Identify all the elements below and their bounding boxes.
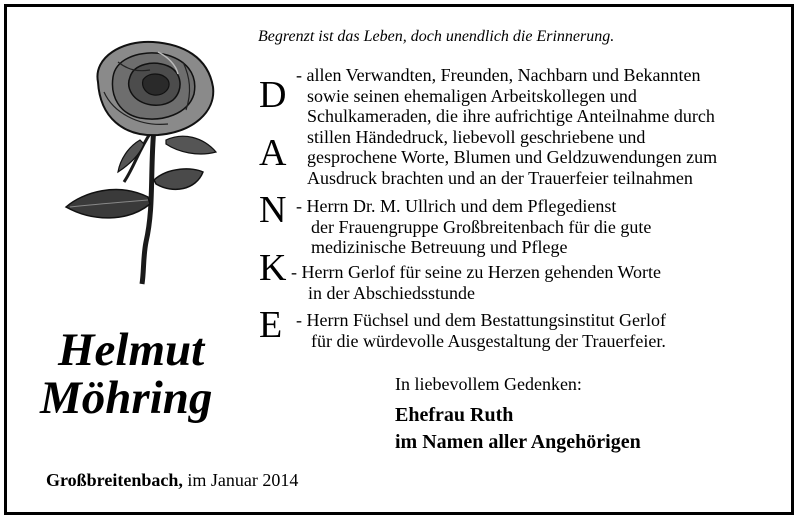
danke-letter-d: D bbox=[259, 74, 287, 116]
motto: Begrenzt ist das Leben, doch unendlich die Erinnerung. bbox=[258, 28, 615, 45]
thanks-paragraph-speech bbox=[291, 262, 661, 303]
deceased-first-name: Helmut bbox=[58, 324, 205, 376]
thanks-paragraph-funeral bbox=[296, 310, 666, 351]
thanks-paragraph-relatives bbox=[296, 65, 717, 188]
rose-icon bbox=[58, 32, 233, 287]
text-line: - allen Verwandten, Freunden, Nachbarn und Bekannten bbox=[296, 65, 701, 85]
text-line: der Frauengruppe Großbreitenbach für die gute bbox=[311, 216, 652, 237]
text-line: in der Abschiedsstunde bbox=[308, 282, 475, 303]
signature-line-1: Ehefrau Ruth bbox=[395, 404, 514, 426]
thanks-paragraph-care bbox=[296, 196, 651, 258]
place-town: Großbreitenbach, bbox=[46, 470, 183, 490]
signature-line-2: im Namen aller Angehörigen bbox=[395, 431, 641, 453]
text-line: gesprochene Worte, Blumen und Geldzuwendungen zum bbox=[307, 147, 718, 167]
place-date-text: im Januar 2014 bbox=[187, 470, 299, 490]
place-date bbox=[46, 470, 298, 491]
text-line: Ausdruck brachten und an der Trauerfeier teilnahmen bbox=[307, 167, 693, 188]
danke-letter-n: N bbox=[259, 189, 287, 231]
danke-letter-k: K bbox=[259, 247, 287, 289]
deceased-last-name: Möhring bbox=[40, 372, 213, 424]
danke-letter-e: E bbox=[259, 304, 283, 346]
text-line: - Herrn Füchsel und dem Bestattungsinstitut Gerlof bbox=[296, 310, 666, 330]
text-line: Schulkameraden, die ihre aufrichtige Anteilnahme durch bbox=[307, 106, 715, 126]
text-line: - Herrn Gerlof für seine zu Herzen gehenden Worte bbox=[291, 262, 662, 282]
memory-line: In liebevollem Gedenken: bbox=[395, 374, 582, 394]
text-line: medizinische Betreuung und Pflege bbox=[311, 237, 568, 257]
danke-letter-a: A bbox=[259, 132, 287, 174]
text-line: stillen Händedruck, liebevoll geschriebene und bbox=[307, 126, 646, 147]
text-line: sowie seinen ehemaligen Arbeitskollegen und bbox=[307, 85, 637, 106]
text-line: für die würdevolle Ausgestaltung der Trauerfeier. bbox=[311, 330, 666, 351]
text-line: - Herrn Dr. M. Ullrich und dem Pflegedienst bbox=[296, 196, 617, 216]
